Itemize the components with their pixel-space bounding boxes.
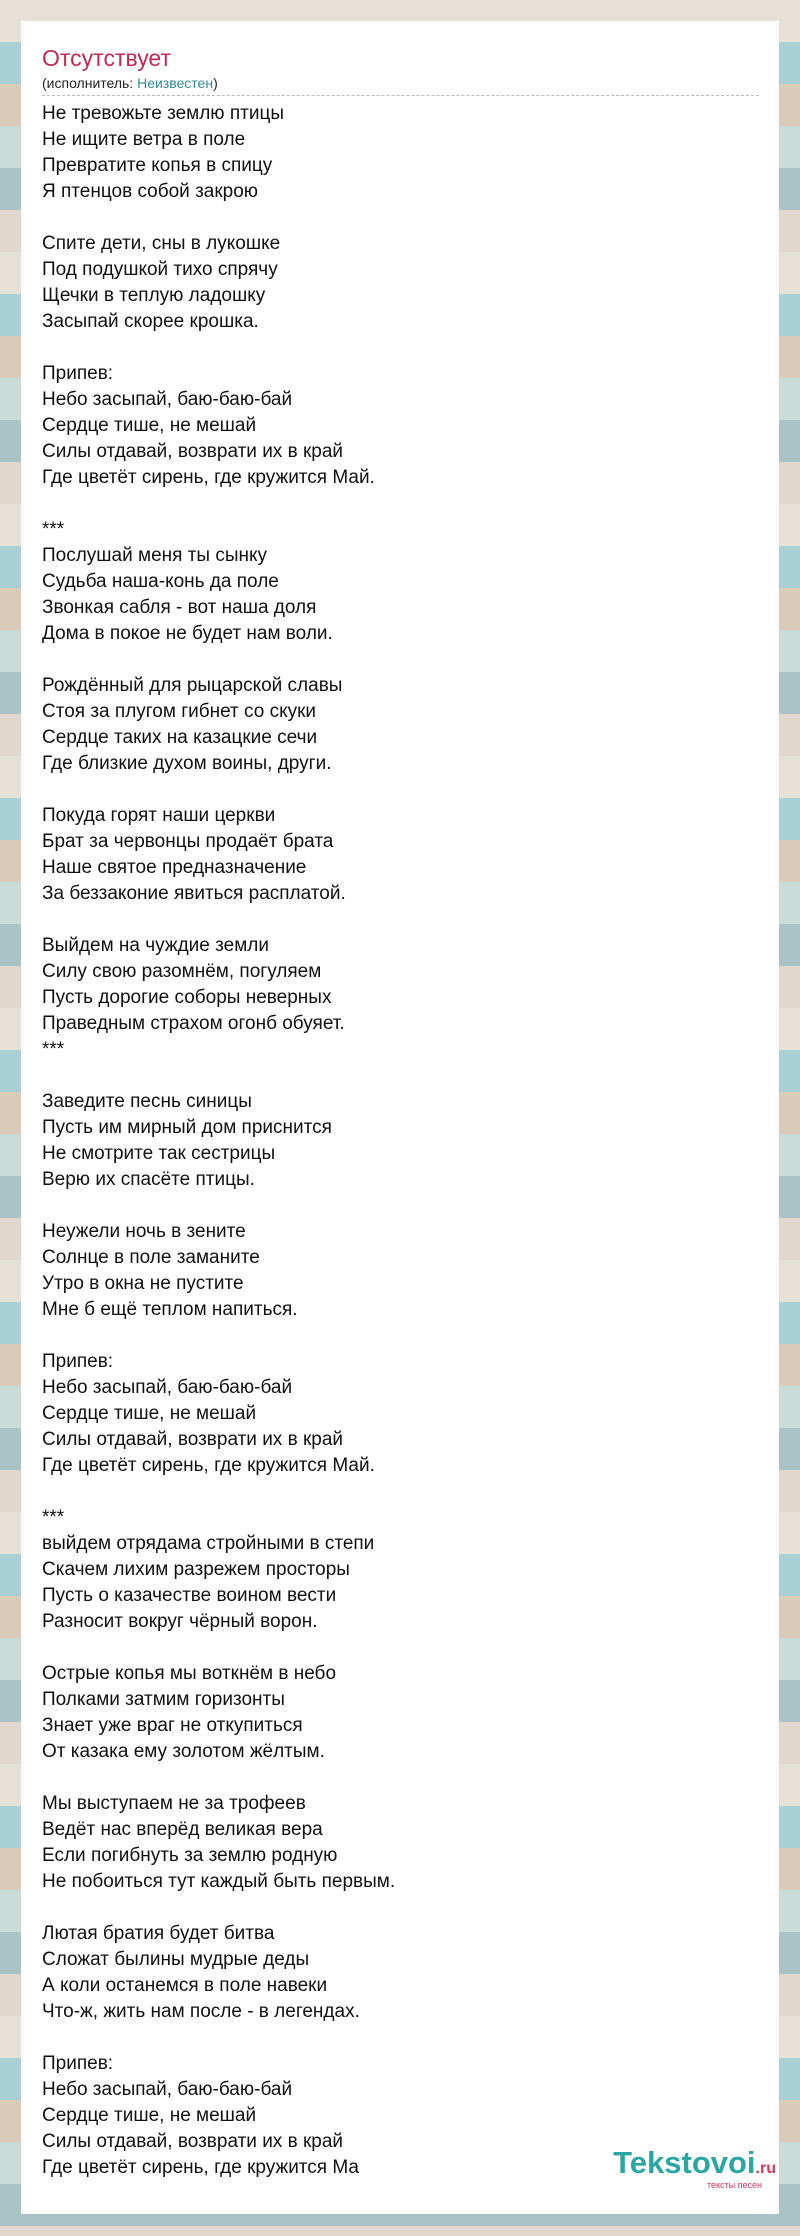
- lyrics-line: Сложат былины мудрые деды: [42, 1949, 310, 1970]
- lyrics-line: ***: [42, 519, 65, 540]
- lyrics-line: Где цветёт сирень, где кружится Май.: [42, 467, 375, 488]
- lyrics-line: Небо засыпай, баю-баю-бай: [42, 2079, 293, 2100]
- lyrics-line: Не тревожьте землю птицы: [42, 103, 284, 124]
- lyrics-line: Стоя за плугом гибнет со скуки: [42, 701, 317, 722]
- lyrics-line: Дома в покое не будет нам воли.: [42, 623, 333, 644]
- lyrics-blank-line: [42, 1635, 759, 1661]
- lyrics-line: Ведёт нас вперёд великая вера: [42, 1819, 323, 1840]
- lyrics-line: ***: [42, 1039, 65, 1060]
- lyrics-line: Верю их спасёте птицы.: [42, 1169, 255, 1190]
- lyrics-line: Сердце таких на казацкие сечи: [42, 727, 318, 748]
- lyrics-line: Брат за червонцы продаёт брата: [42, 831, 334, 852]
- lyrics-line: Где цветёт сирень, где кружится Май.: [42, 1455, 375, 1476]
- lyrics-line: Силы отдавай, возврати их в край: [42, 1429, 344, 1450]
- lyrics-line: А коли останемся в поле навеки: [42, 1975, 328, 1996]
- lyrics-line: Силу свою разомнём, погуляем: [42, 961, 322, 982]
- lyrics-blank-line: [42, 335, 759, 361]
- lyrics-line: Заведите песнь синицы: [42, 1091, 252, 1112]
- lyrics-line: Припев:: [42, 363, 114, 384]
- lyrics-card: [21, 21, 779, 2214]
- lyrics-line: Наше святое предназначение: [42, 857, 307, 878]
- lyrics-line: Если погибнуть за землю родную: [42, 1845, 338, 1866]
- lyrics-blank-line: [42, 1193, 759, 1219]
- lyrics-line: Сердце тише, не мешай: [42, 415, 257, 436]
- lyrics-line: Не смотрите так сестрицы: [42, 1143, 276, 1164]
- lyrics-blank-line: [42, 647, 759, 673]
- lyrics-line: За беззаконие явиться расплатой.: [42, 883, 346, 904]
- lyrics-line: Мы выступаем не за трофеев: [42, 1793, 306, 1814]
- lyrics-line: Небо засыпай, баю-баю-бай: [42, 389, 293, 410]
- lyrics-line: Утро в окна не пустите: [42, 1273, 244, 1294]
- lyrics-line: Полками затмим горизонты: [42, 1689, 285, 1710]
- artist-line: [42, 74, 759, 96]
- lyrics-line: Не побоиться тут каждый быть первым.: [42, 1871, 396, 1892]
- lyrics-line: Судьба наша-конь да поле: [42, 571, 279, 592]
- lyrics-line: Знает уже враг не откупиться: [42, 1715, 303, 1736]
- lyrics-line: Пусть им мирный дом приснится: [42, 1117, 332, 1138]
- lyrics-line: Солнце в поле заманите: [42, 1247, 260, 1268]
- lyrics-line: Засыпай скорее крошка.: [42, 311, 259, 332]
- lyrics-line: Пусть дорогие соборы неверных: [42, 987, 332, 1008]
- lyrics-line: Звонкая сабля - вот наша доля: [42, 597, 317, 618]
- lyrics-line: ***: [42, 1507, 65, 1528]
- lyrics-line: Разносит вокруг чёрный ворон.: [42, 1611, 318, 1632]
- lyrics-line: Не ищите ветра в поле: [42, 129, 246, 150]
- lyrics-line: Припев:: [42, 1351, 114, 1372]
- lyrics-line: Я птенцов собой закрою: [42, 181, 259, 202]
- lyrics-line: Небо засыпай, баю-баю-бай: [42, 1377, 293, 1398]
- lyrics-line: Сердце тише, не мешай: [42, 2105, 257, 2126]
- logo-name: Tekstovoi: [613, 2145, 756, 2180]
- lyrics-line: Силы отдавай, возврати их в край: [42, 2131, 344, 2152]
- lyrics-blank-line: [42, 205, 759, 231]
- lyrics-blank-line: [42, 907, 759, 933]
- lyrics-blank-line: [42, 1765, 759, 1791]
- lyrics-blank-line: [42, 491, 759, 517]
- lyrics-line: Пусть о казачестве воином вести: [42, 1585, 337, 1606]
- lyrics-blank-line: [42, 777, 759, 803]
- lyrics-line: выйдем отрядама стройными в степи: [42, 1533, 375, 1554]
- lyrics-line: Выйдем на чуждие земли: [42, 935, 269, 956]
- lyrics-blank-line: [42, 1895, 759, 1921]
- artist-link[interactable]: Неизвестен: [137, 75, 214, 91]
- lyrics-line: Где близкие духом воины, други.: [42, 753, 332, 774]
- lyrics-line: Послушай меня ты сынку: [42, 545, 268, 566]
- lyrics-line: Что-ж, жить нам после - в легендах.: [42, 2001, 360, 2022]
- lyrics-line: Скачем лихим разрежем просторы: [42, 1559, 350, 1580]
- lyrics-line: Щечки в теплую ладошку: [42, 285, 266, 306]
- lyrics-line: Спите дети, сны в лукошке: [42, 233, 281, 254]
- lyrics-text: [42, 101, 759, 2181]
- artist-suffix: ): [213, 75, 218, 91]
- artist-prefix: (исполнитель:: [42, 75, 138, 91]
- lyrics-line: От казака ему золотом жёлтым.: [42, 1741, 325, 1762]
- lyrics-blank-line: [42, 1323, 759, 1349]
- lyrics-line: Сердце тише, не мешай: [42, 1403, 257, 1424]
- lyrics-line: Мне б ещё теплом напиться.: [42, 1299, 298, 1320]
- lyrics-line: Где цветёт сирень, где кружится Ма: [42, 2157, 359, 2178]
- lyrics-line: Превратите копья в спицу: [42, 155, 273, 176]
- lyrics-line: Праведным страхом огонб обуяет.: [42, 1013, 345, 1034]
- lyrics-line: Припев:: [42, 2053, 114, 2074]
- logo-domain: .ru: [755, 2160, 776, 2177]
- lyrics-line: Силы отдавай, возврати их в край: [42, 441, 344, 462]
- song-title: Отсутствует: [42, 45, 171, 71]
- lyrics-line: Лютая братия будет битва: [42, 1923, 275, 1944]
- logo-tagline: тексты песен: [706, 2180, 762, 2190]
- lyrics-line: Неужели ночь в зените: [42, 1221, 246, 1242]
- lyrics-blank-line: [42, 1063, 759, 1089]
- lyrics-line: Рождённый для рыцарской славы: [42, 675, 343, 696]
- lyrics-blank-line: [42, 2025, 759, 2051]
- lyrics-line: Покуда горят наши церкви: [42, 805, 276, 826]
- lyrics-line: Под подушкой тихо спрячу: [42, 259, 278, 280]
- lyrics-blank-line: [42, 1479, 759, 1505]
- lyrics-line: Острые копья мы воткнём в небо: [42, 1663, 337, 1684]
